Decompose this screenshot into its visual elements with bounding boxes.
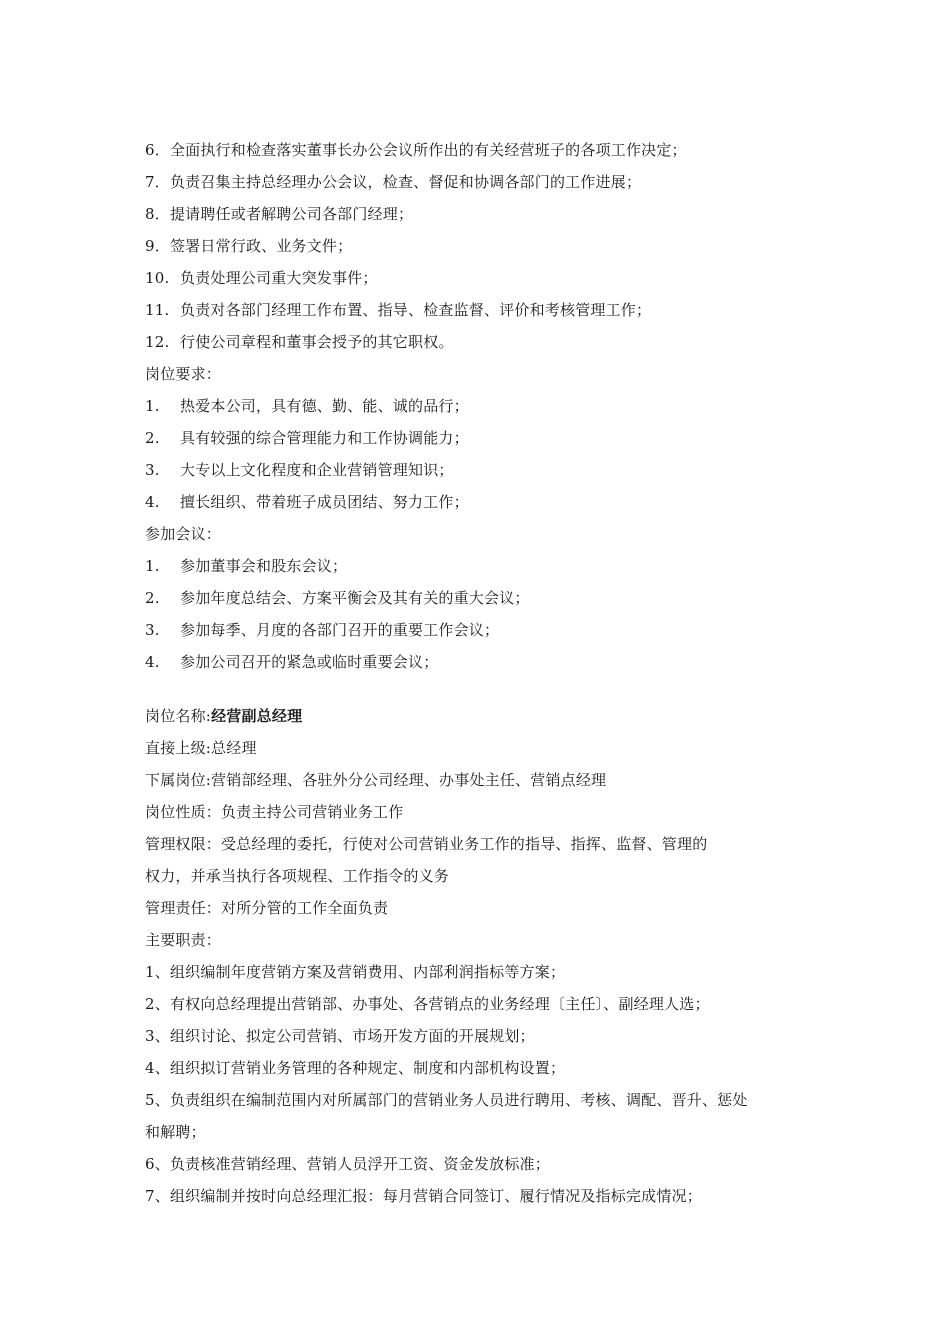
management-authority: 管理权限：受总经理的委托，行使对公司营销业务工作的指导、指挥、监督、管理的 bbox=[145, 835, 708, 853]
position-title-label: 岗位名称: bbox=[145, 707, 212, 725]
main-duty-item: 6、负责核准营销经理、营销人员浮开工资、资金发放标准； bbox=[145, 1155, 550, 1173]
duty-text: 提请聘任或者解聘公司各部门经理； bbox=[169, 205, 414, 223]
management-responsibility: 管理责任：对所分管的工作全面负责 bbox=[145, 899, 389, 917]
requirement-number: 1. bbox=[145, 397, 160, 415]
meeting-text: 参加公司召开的紧急或临时重要会议； bbox=[180, 653, 439, 671]
duty-item bbox=[145, 134, 825, 166]
meeting-text: 参加董事会和股东会议； bbox=[180, 557, 348, 575]
duty-item bbox=[145, 262, 825, 294]
main-duty-item: 3、组织讨论、拟定公司营销、市场开发方面的开展规划； bbox=[145, 1027, 535, 1045]
meeting-item bbox=[145, 614, 825, 646]
requirement-number: 3. bbox=[145, 461, 160, 479]
duty-number: 11. bbox=[145, 301, 170, 319]
duty-item bbox=[145, 230, 825, 262]
duty-text: 负责处理公司重大突发事件； bbox=[180, 269, 378, 287]
duty-item bbox=[145, 166, 825, 198]
duty-item bbox=[145, 326, 825, 358]
requirement-item bbox=[145, 486, 825, 518]
duty-item bbox=[145, 198, 825, 230]
meeting-text: 参加每季、月度的各部门召开的重要工作会议； bbox=[180, 621, 500, 639]
requirement-text: 擅长组织、带着班子成员团结、努力工作； bbox=[180, 493, 469, 511]
position-title bbox=[145, 700, 825, 732]
duty-text: 行使公司章程和董事会授予的其它职权。 bbox=[180, 333, 454, 351]
requirement-text: 具有较强的综合管理能力和工作协调能力； bbox=[180, 429, 469, 447]
meeting-number: 1. bbox=[145, 557, 160, 575]
management-authority-cont: 权力，并承当执行各项规程、工作指令的义务 bbox=[145, 867, 450, 885]
requirement-item bbox=[145, 454, 825, 486]
duty-number: 12. bbox=[145, 333, 170, 351]
position-title-value: 经营副总经理 bbox=[211, 707, 303, 725]
duty-number: 8． bbox=[145, 205, 170, 223]
requirement-text: 大专以上文化程度和企业营销管理知识； bbox=[180, 461, 454, 479]
duty-number: 10. bbox=[145, 269, 170, 287]
document-body bbox=[145, 134, 825, 1212]
duty-text: 负责对各部门经理工作布置、指导、检查监督、评价和考核管理工作； bbox=[180, 301, 652, 319]
duty-number: 9． bbox=[145, 237, 170, 255]
duty-text: 全面执行和检查落实董事长办公会议所作出的有关经营班子的各项工作决定； bbox=[169, 141, 687, 159]
main-duty-item: 4、组织拟订营销业务管理的各种规定、制度和内部机构设置； bbox=[145, 1059, 566, 1077]
main-duty-item: 7、组织编制并按时向总经理汇报：每月营销合同签订、履行情况及指标完成情况； bbox=[145, 1187, 702, 1205]
section-gap bbox=[145, 678, 825, 700]
subordinate-positions: 下属岗位:营销部经理、各驻外分公司经理、办事处主任、营销点经理 bbox=[145, 771, 607, 789]
meeting-item bbox=[145, 550, 825, 582]
duty-text: 签署日常行政、业务文件； bbox=[169, 237, 353, 255]
main-duty-item: 1、组织编制年度营销方案及营销费用、内部利润指标等方案； bbox=[145, 963, 566, 981]
main-duty-item-cont: 和解聘； bbox=[145, 1123, 206, 1141]
main-duty-item: 5、负责组织在编制范围内对所属部门的营销业务人员进行聘用、考核、调配、晋升、惩处 bbox=[145, 1091, 748, 1109]
position-nature: 岗位性质：负责主持公司营销业务工作 bbox=[145, 803, 404, 821]
duty-number: 6． bbox=[145, 141, 170, 159]
meeting-number: 2. bbox=[145, 589, 160, 607]
duty-item bbox=[145, 294, 825, 326]
meeting-number: 3. bbox=[145, 621, 160, 639]
main-duties-heading: 主要职责： bbox=[145, 931, 222, 949]
requirements-heading: 岗位要求： bbox=[145, 365, 222, 383]
requirement-text: 热爱本公司，具有德、勤、能、诚的品行； bbox=[180, 397, 469, 415]
requirement-item bbox=[145, 422, 825, 454]
meeting-text: 参加年度总结会、方案平衡会及其有关的重大会议； bbox=[180, 589, 530, 607]
requirement-number: 2. bbox=[145, 429, 160, 447]
duty-text: 负责召集主持总经理办公会议，检查、督促和协调各部门的工作进展； bbox=[169, 173, 642, 191]
requirement-item bbox=[145, 390, 825, 422]
requirement-number: 4. bbox=[145, 493, 160, 511]
duty-number: 7． bbox=[145, 173, 170, 191]
meeting-item bbox=[145, 582, 825, 614]
meeting-item bbox=[145, 646, 825, 678]
direct-superior: 直接上级:总经理 bbox=[145, 739, 257, 757]
main-duty-item: 2、有权向总经理提出营销部、办事处、各营销点的业务经理〔主任〕、副经理人选； bbox=[145, 995, 710, 1013]
meeting-number: 4. bbox=[145, 653, 160, 671]
meetings-heading: 参加会议： bbox=[145, 525, 222, 543]
